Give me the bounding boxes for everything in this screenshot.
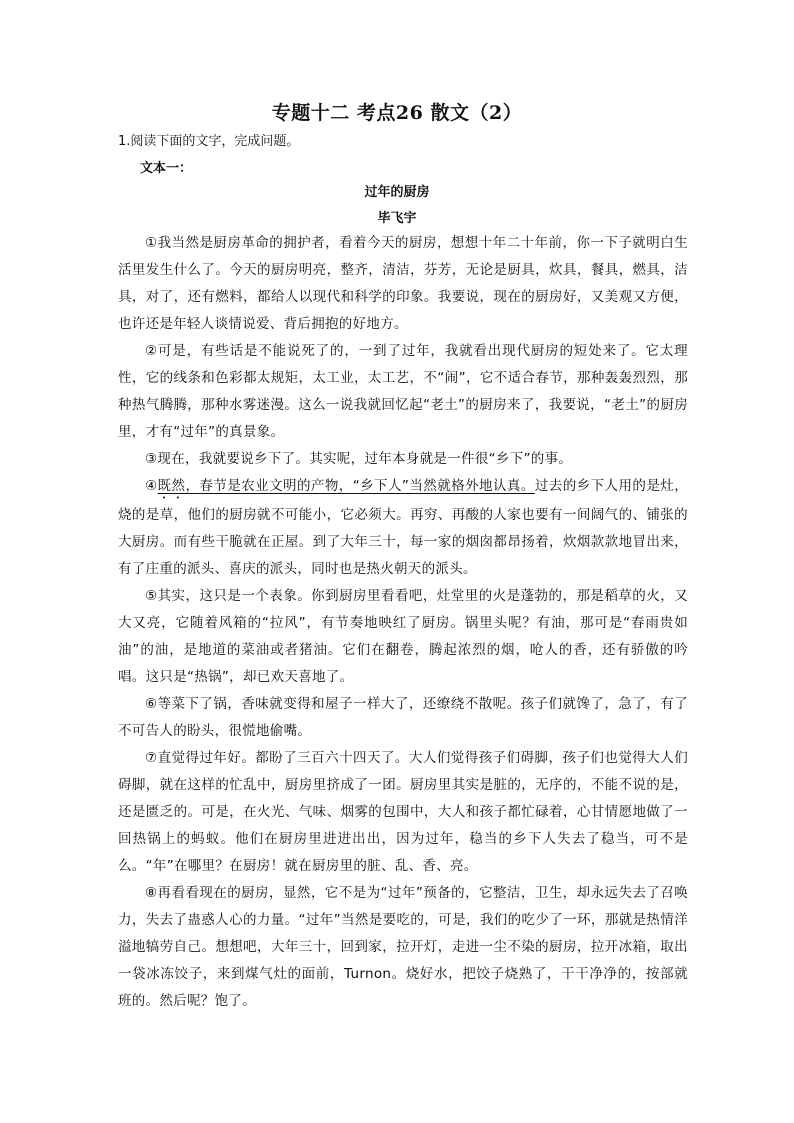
paragraph-8: ⑧再看看现在的厨房，显然，它不是为“过年”预备的，它整洁，卫生，却永远失去了召唤力，失去了蛊惑人心的力量。“过年”当然是要吃的，可是，我们的吃少了一环，那就是热情洋溢地犒劳自己。想想吧，大年三十，回到家，拉开灯，走进一尘不染的厨房，拉开冰箱，取出一袋冰冻饺子，来到煤气灶的面前，Turnon。烧好水，把饺子烧熟了，干干净净的，按部就班的。然后呢？饱了。 <box>118 885 688 1009</box>
paragraph-5: ⑤其实，这只是一个表象。你到厨房里看看吧，灶堂里的火是蓬勃的，那是稻草的火，又大又亮，它随着风箱的“拉风”，有节奏地映红了厨房。锅里头呢？有油，那可是“春雨贵如油”的油，是地道的菜油或者猪油。它们在翻卷，腾起浓烈的烟，呛人的香，还有骄傲的吟唱。这只是“热锅”，却已欢天喜地了。 <box>118 588 688 685</box>
section-label: 文本一： <box>140 161 193 176</box>
paragraph-4 <box>118 473 688 583</box>
article-author: 毕飞宇 <box>377 211 417 226</box>
paragraph-1: ①我当然是厨房革命的拥护者，看着今天的厨房，想想十年二十年前，你一下子就明白生活里发生什么了。今天的厨房明亮，整齐，清洁，芬芳，无论是厨具，炊具，餐具，燃具，洁具，对了，还有燃料，都给人以现代和科学的印象。我要说，现在的厨房好，又美观又方便，也许还是年轻人谈情说爱、背后拥抱的好地方。 <box>118 235 688 332</box>
article-title: 过年的厨房 <box>364 185 430 200</box>
paragraph-6: ⑥等菜下了锅，香味就变得和屋子一样大了，还缭绕不散呢。孩子们就馋了，急了，有了不可告人的盼头，很慌地偷嘴。 <box>118 696 688 739</box>
paragraph-4-underlined: ，春节是农业文明的产物，“乡下人”当然就格外地认真。 <box>185 478 535 494</box>
page-title: 专题十二 考点26 散文（2） <box>271 102 523 124</box>
paragraph-3: ③现在，我就要说乡下了。其实呢，过年本身就是一件很“乡下”的事。 <box>145 451 573 467</box>
question-prompt: 1.阅读下面的文字，完成问题。 <box>118 134 300 149</box>
paragraph-4-marker: ④ <box>145 478 158 494</box>
paragraph-7: ⑦直觉得过年好。都盼了三百六十四天了。大人们觉得孩子们碍脚，孩子们也觉得大人们碍脚，就在这样的忙乱中，厨房里挤成了一团。厨房里其实是脏的，无序的，不能不说的是，还是匮乏的。可是，在火光、气味、烟雾的包围中，大人和孩子都忙碌着，心甘情愿地做了一回热锅上的蚂蚁。他们在厨房里进进出出，因为过年，稳当的乡下人失去了稳当，可不是么。“年”在哪里？在厨房！就在厨房里的脏、乱、香、亮。 <box>118 750 688 874</box>
article-body <box>118 230 688 1015</box>
paragraph-4-emphasis: 既然 <box>157 478 186 494</box>
paragraph-4-rest: 过去的乡下人用的是灶，烧的是草，他们的厨房就不可能小，它必须大。再穷、再酸的人家也要有一间阔气的、铺张的大厨房。而有些干脆就在正屋。到了大年三十，每一家的烟囱都昂扬着，炊烟款款地冒出来，有了庄重的派头、喜庆的派头，同时也是热火朝天的派头。 <box>118 478 688 577</box>
paragraph-2: ②可是，有些话是不能说死了的，一到了过年，我就看出现代厨房的短处来了。它太理性，它的线条和色彩都太规矩，太工业，太工艺，不“闹”，它不适合春节，那种轰轰烈烈，那种热气腾腾，那种水雾迷漫。这么一说我就回忆起“老土”的厨房来了，我要说，“老土”的厨房里，才有“过年”的真景象。 <box>118 343 688 440</box>
